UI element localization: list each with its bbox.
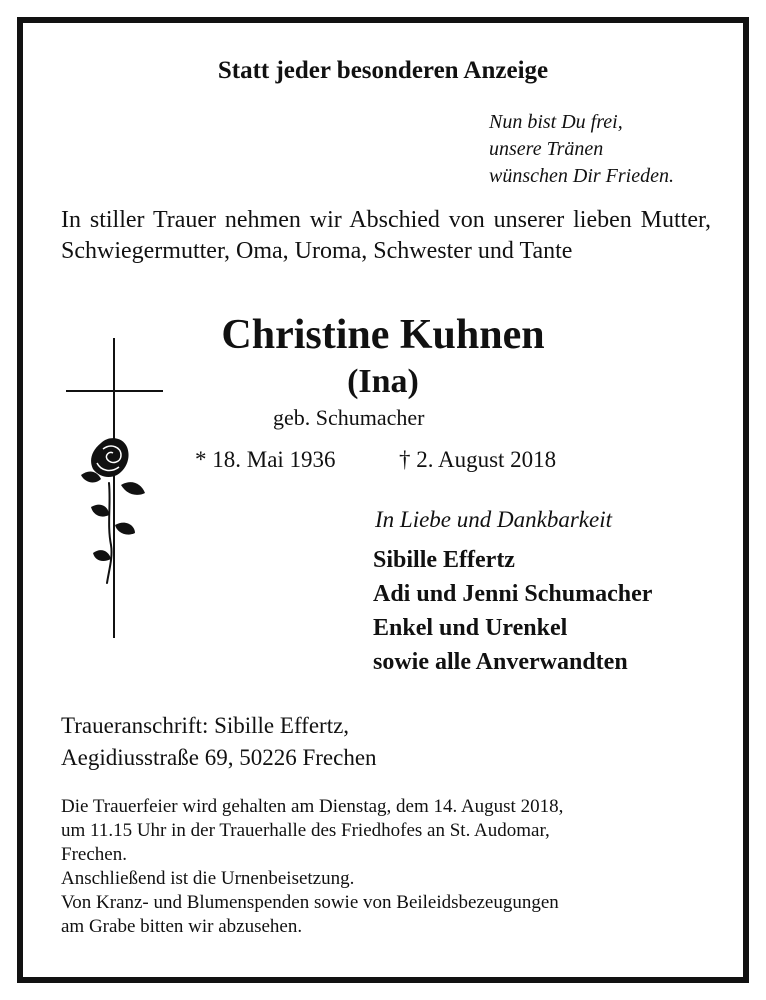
obituary-frame <box>17 17 749 983</box>
maiden-name: geb. Schumacher <box>273 405 425 430</box>
mourning-address <box>61 710 377 774</box>
service-line: Frechen. <box>61 844 127 865</box>
service-line: Von Kranz- und Blumenspenden sowie von Beileidsbezeugungen <box>61 892 559 913</box>
service-details <box>61 795 717 939</box>
deceased-nickname: (Ina) <box>347 363 419 400</box>
motto-line: unsere Tränen <box>489 138 604 160</box>
birth-date: * 18. Mai 1936 <box>195 447 336 472</box>
service-line: am Grabe bitten wir abzusehen. <box>61 916 303 937</box>
intro-text: In stiller Trauer nehmen wir Abschied von unserer lieben Mutter, Schwiegermutter, Oma, Uroma, Schwester und Tante <box>61 207 711 264</box>
notice-header: Statt jeder besonderen Anzeige <box>217 57 549 84</box>
deceased-name: Christine Kuhnen <box>221 312 545 358</box>
address-line: Aegidiusstraße 69, 50226 Frechen <box>61 745 377 770</box>
mourner-name: sowie alle Anverwandten <box>373 649 628 675</box>
mourner-name: Adi und Jenni Schumacher <box>373 581 653 607</box>
mourner-name: Sibille Effertz <box>373 547 515 573</box>
service-line: Die Trauerfeier wird gehalten am Dienstag, dem 14. August 2018, <box>61 796 564 817</box>
death-date: † 2. August 2018 <box>399 447 557 472</box>
motto-verse <box>489 109 674 190</box>
service-line: um 11.15 Uhr in der Trauerhalle des Friedhofes an St. Audomar, <box>61 820 550 841</box>
motto-line: Nun bist Du frei, <box>489 111 623 133</box>
mourners-list <box>373 543 652 679</box>
rose-icon <box>71 435 155 585</box>
thanks-line: In Liebe und Dankbarkeit <box>375 507 612 532</box>
mourner-name: Enkel und Urenkel <box>373 615 568 641</box>
motto-line: wünschen Dir Frieden. <box>489 165 674 187</box>
service-line: Anschließend ist die Urnenbeisetzung. <box>61 868 355 889</box>
address-line: Traueranschrift: Sibille Effertz, <box>61 713 350 738</box>
